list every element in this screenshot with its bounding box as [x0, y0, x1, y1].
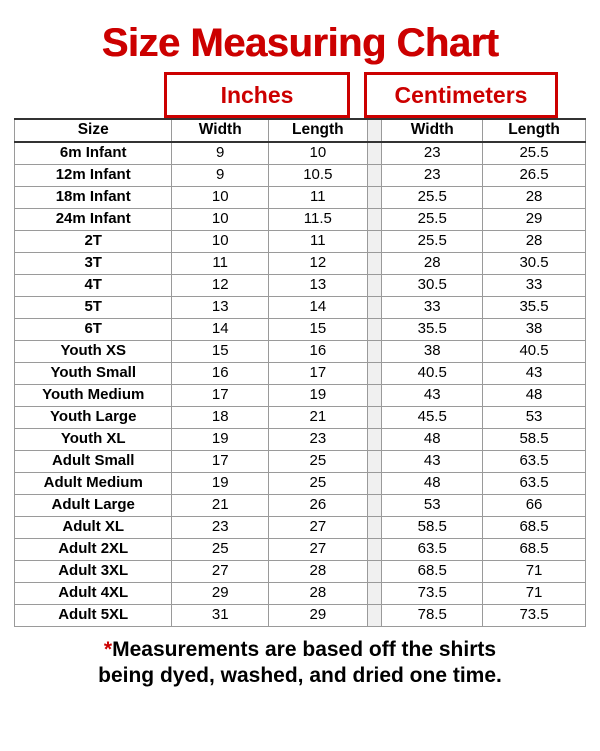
cell-inches-width: 9 — [172, 164, 269, 186]
table-row — [15, 472, 586, 494]
table-row — [15, 318, 586, 340]
cell-gap — [367, 318, 382, 340]
cell-size: 6m Infant — [15, 142, 172, 164]
cell-size: Adult XL — [15, 516, 172, 538]
cell-size: Adult 3XL — [15, 560, 172, 582]
cell-gap — [367, 142, 382, 164]
table-row — [15, 340, 586, 362]
cell-size: 5T — [15, 296, 172, 318]
cell-size: Adult Medium — [15, 472, 172, 494]
cell-inches-width: 19 — [172, 472, 269, 494]
cell-cm-length: 35.5 — [483, 296, 586, 318]
cell-cm-width: 48 — [382, 472, 483, 494]
cell-cm-length: 53 — [483, 406, 586, 428]
table-row — [15, 164, 586, 186]
cell-cm-length: 63.5 — [483, 450, 586, 472]
cell-inches-width: 11 — [172, 252, 269, 274]
cell-cm-width: 58.5 — [382, 516, 483, 538]
cell-cm-length: 38 — [483, 318, 586, 340]
cell-cm-width: 73.5 — [382, 582, 483, 604]
cell-cm-length: 40.5 — [483, 340, 586, 362]
table-row — [15, 252, 586, 274]
table-row — [15, 384, 586, 406]
cell-inches-width: 21 — [172, 494, 269, 516]
cell-inches-length: 27 — [269, 538, 368, 560]
column-header-cm-length: Length — [483, 119, 586, 142]
footnote-line-2: being dyed, washed, and dried one time. — [98, 663, 502, 687]
cell-cm-width: 25.5 — [382, 208, 483, 230]
cell-gap — [367, 208, 382, 230]
cell-inches-length: 10 — [269, 142, 368, 164]
cell-cm-width: 38 — [382, 340, 483, 362]
cell-size: 2T — [15, 230, 172, 252]
cell-cm-width: 40.5 — [382, 362, 483, 384]
table-row — [15, 582, 586, 604]
column-gap — [367, 119, 382, 142]
cell-size: 3T — [15, 252, 172, 274]
cell-cm-width: 33 — [382, 296, 483, 318]
cell-inches-length: 14 — [269, 296, 368, 318]
table-row — [15, 186, 586, 208]
cell-gap — [367, 604, 382, 626]
cell-cm-width: 25.5 — [382, 230, 483, 252]
table-body — [15, 142, 586, 626]
cell-gap — [367, 186, 382, 208]
cell-cm-length: 48 — [483, 384, 586, 406]
cell-inches-length: 11 — [269, 186, 368, 208]
cell-gap — [367, 274, 382, 296]
cell-inches-length: 10.5 — [269, 164, 368, 186]
cell-cm-length: 68.5 — [483, 538, 586, 560]
cell-inches-width: 18 — [172, 406, 269, 428]
table-row — [15, 560, 586, 582]
cell-cm-width: 30.5 — [382, 274, 483, 296]
cell-inches-length: 21 — [269, 406, 368, 428]
table-row — [15, 494, 586, 516]
cell-inches-width: 13 — [172, 296, 269, 318]
cell-size: Adult Small — [15, 450, 172, 472]
cell-inches-length: 26 — [269, 494, 368, 516]
cell-inches-length: 28 — [269, 560, 368, 582]
cell-cm-width: 53 — [382, 494, 483, 516]
cell-cm-length: 25.5 — [483, 142, 586, 164]
cell-inches-width: 9 — [172, 142, 269, 164]
cell-cm-length: 43 — [483, 362, 586, 384]
unit-header-centimeters: Centimeters — [364, 72, 558, 118]
cell-inches-length: 27 — [269, 516, 368, 538]
column-header-size: Size — [15, 119, 172, 142]
cell-size: 18m Infant — [15, 186, 172, 208]
cell-inches-width: 10 — [172, 230, 269, 252]
table-row — [15, 604, 586, 626]
cell-cm-width: 45.5 — [382, 406, 483, 428]
cell-cm-length: 58.5 — [483, 428, 586, 450]
cell-gap — [367, 340, 382, 362]
table-header-row — [15, 119, 586, 142]
column-header-cm-width: Width — [382, 119, 483, 142]
cell-cm-width: 68.5 — [382, 560, 483, 582]
column-header-inches-width: Width — [172, 119, 269, 142]
cell-size: Adult 4XL — [15, 582, 172, 604]
cell-gap — [367, 428, 382, 450]
cell-cm-width: 48 — [382, 428, 483, 450]
cell-inches-length: 28 — [269, 582, 368, 604]
footnote — [14, 637, 586, 690]
cell-inches-width: 17 — [172, 450, 269, 472]
cell-inches-width: 29 — [172, 582, 269, 604]
page-title: Size Measuring Chart — [101, 21, 499, 65]
column-header-inches-length: Length — [269, 119, 368, 142]
cell-cm-length: 71 — [483, 582, 586, 604]
footnote-line-1: Measurements are based off the shirts — [112, 637, 497, 661]
cell-gap — [367, 450, 382, 472]
cell-gap — [367, 164, 382, 186]
cell-cm-length: 71 — [483, 560, 586, 582]
cell-size: 6T — [15, 318, 172, 340]
cell-inches-width: 14 — [172, 318, 269, 340]
table-row — [15, 208, 586, 230]
cell-gap — [367, 472, 382, 494]
cell-inches-length: 23 — [269, 428, 368, 450]
cell-cm-width: 35.5 — [382, 318, 483, 340]
cell-gap — [367, 560, 382, 582]
cell-inches-length: 11.5 — [269, 208, 368, 230]
unit-header-inches: Inches — [164, 72, 350, 118]
table-row — [15, 450, 586, 472]
cell-inches-width: 12 — [172, 274, 269, 296]
cell-cm-width: 23 — [382, 164, 483, 186]
cell-inches-length: 19 — [269, 384, 368, 406]
cell-inches-length: 13 — [269, 274, 368, 296]
cell-cm-width: 28 — [382, 252, 483, 274]
table-row — [15, 230, 586, 252]
cell-cm-length: 73.5 — [483, 604, 586, 626]
cell-cm-length: 66 — [483, 494, 586, 516]
size-chart-table — [14, 118, 586, 627]
table-row — [15, 516, 586, 538]
cell-inches-length: 29 — [269, 604, 368, 626]
cell-inches-width: 10 — [172, 208, 269, 230]
cell-gap — [367, 494, 382, 516]
cell-size: Youth Large — [15, 406, 172, 428]
cell-inches-width: 10 — [172, 186, 269, 208]
cell-size: Adult 5XL — [15, 604, 172, 626]
cell-inches-length: 16 — [269, 340, 368, 362]
cell-cm-length: 29 — [483, 208, 586, 230]
cell-inches-length: 11 — [269, 230, 368, 252]
cell-inches-length: 12 — [269, 252, 368, 274]
cell-cm-width: 63.5 — [382, 538, 483, 560]
cell-cm-width: 43 — [382, 384, 483, 406]
cell-gap — [367, 516, 382, 538]
cell-inches-length: 15 — [269, 318, 368, 340]
cell-size: Youth Small — [15, 362, 172, 384]
cell-cm-length: 33 — [483, 274, 586, 296]
cell-size: 12m Infant — [15, 164, 172, 186]
cell-size: Adult Large — [15, 494, 172, 516]
cell-inches-length: 25 — [269, 450, 368, 472]
cell-gap — [367, 230, 382, 252]
cell-cm-width: 43 — [382, 450, 483, 472]
cell-inches-length: 17 — [269, 362, 368, 384]
cell-cm-width: 78.5 — [382, 604, 483, 626]
cell-inches-width: 25 — [172, 538, 269, 560]
cell-cm-width: 25.5 — [382, 186, 483, 208]
cell-inches-width: 17 — [172, 384, 269, 406]
table-row — [15, 406, 586, 428]
cell-cm-length: 28 — [483, 186, 586, 208]
table-row — [15, 428, 586, 450]
cell-size: 24m Infant — [15, 208, 172, 230]
cell-gap — [367, 582, 382, 604]
table-row — [15, 362, 586, 384]
cell-size: Youth Medium — [15, 384, 172, 406]
table-row — [15, 538, 586, 560]
cell-gap — [367, 296, 382, 318]
table-row — [15, 142, 586, 164]
cell-cm-length: 68.5 — [483, 516, 586, 538]
footnote-asterisk: * — [103, 637, 113, 661]
cell-cm-length: 63.5 — [483, 472, 586, 494]
cell-inches-length: 25 — [269, 472, 368, 494]
cell-cm-length: 30.5 — [483, 252, 586, 274]
unit-header-row — [0, 70, 600, 118]
cell-gap — [367, 362, 382, 384]
cell-gap — [367, 384, 382, 406]
cell-inches-width: 23 — [172, 516, 269, 538]
cell-size: Adult 2XL — [15, 538, 172, 560]
cell-cm-length: 26.5 — [483, 164, 586, 186]
cell-inches-width: 19 — [172, 428, 269, 450]
cell-cm-width: 23 — [382, 142, 483, 164]
cell-inches-width: 31 — [172, 604, 269, 626]
cell-inches-width: 15 — [172, 340, 269, 362]
cell-inches-width: 16 — [172, 362, 269, 384]
cell-inches-width: 27 — [172, 560, 269, 582]
cell-gap — [367, 406, 382, 428]
cell-size: 4T — [15, 274, 172, 296]
table-row — [15, 274, 586, 296]
cell-size: Youth XL — [15, 428, 172, 450]
table-row — [15, 296, 586, 318]
cell-gap — [367, 538, 382, 560]
cell-cm-length: 28 — [483, 230, 586, 252]
cell-size: Youth XS — [15, 340, 172, 362]
cell-gap — [367, 252, 382, 274]
